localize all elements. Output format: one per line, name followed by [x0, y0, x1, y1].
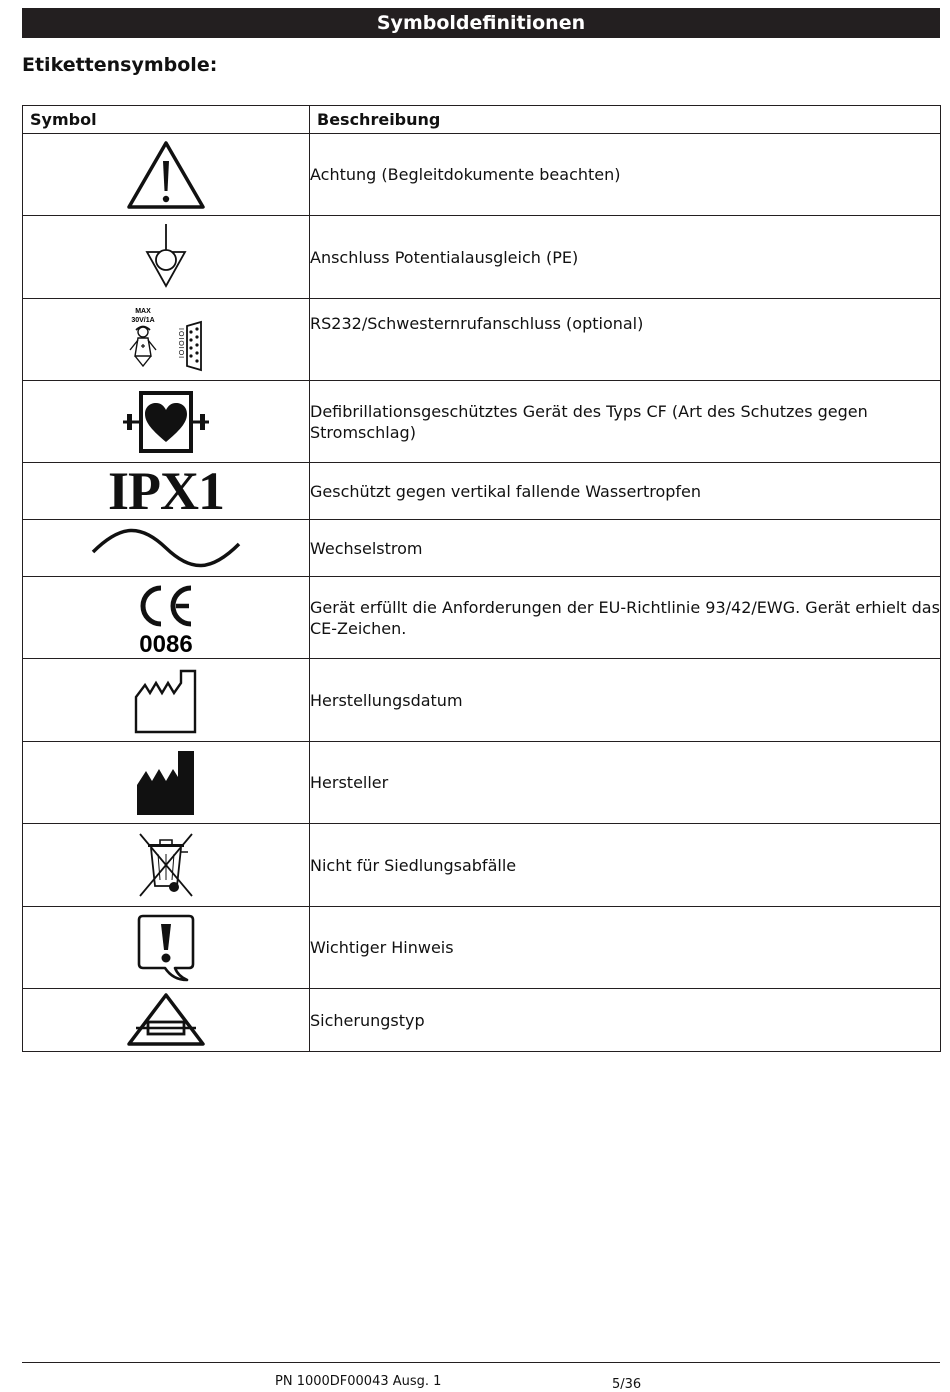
important-note-icon	[135, 912, 197, 984]
description-cell: RS232/Schwesternrufanschluss (optional)	[310, 299, 941, 381]
date-of-manufacture-icon	[133, 665, 199, 735]
description-cell: Sicherungstyp	[310, 989, 941, 1052]
table-row	[23, 577, 941, 659]
footer-part-number: PN 1000DF00043 Ausg. 1	[275, 1374, 442, 1389]
manufacturer-icon	[135, 749, 197, 817]
table-row	[23, 134, 941, 216]
ipx1-icon: IPX1	[108, 461, 224, 521]
description-cell: Wichtiger Hinweis	[310, 907, 941, 989]
table-row	[23, 907, 941, 989]
description-cell: Hersteller	[310, 742, 941, 824]
symbol-cell	[23, 824, 310, 907]
footer-page-number: 5/36	[612, 1377, 642, 1392]
description-cell: Achtung (Begleitdokumente beachten)	[310, 134, 941, 216]
table-row	[23, 989, 941, 1052]
description-cell: Gerät erfüllt die Anforderungen der EU-Richtlinie 93/42/EWG. Gerät erhielt das CE-Zeichen.	[310, 577, 941, 659]
symbol-cell	[23, 216, 310, 299]
rating-label: 30V/1A	[131, 316, 155, 324]
description-cell: Nicht für Siedlungsabfälle	[310, 824, 941, 907]
table-row	[23, 659, 941, 742]
alternating-current-icon	[91, 528, 241, 568]
description-cell: Anschluss Potentialausgleich (PE)	[310, 216, 941, 299]
equipotential-icon	[141, 222, 191, 292]
nurse-call-rs232-icon	[121, 304, 211, 376]
ce-mark-icon	[131, 580, 201, 656]
warning-triangle-icon	[125, 139, 207, 211]
table-row	[23, 299, 941, 381]
description-cell: Geschützt gegen vertikal fallende Wassertropfen	[310, 463, 941, 520]
defibrillation-proof-cf-icon	[121, 390, 211, 454]
table-row	[23, 216, 941, 299]
description-cell: Defibrillationsgeschütztes Gerät des Typs CF (Art des Schutzes gegen Stromschlag)	[310, 381, 941, 463]
description-cell: Wechselstrom	[310, 520, 941, 577]
bits-label: IOIOIOI	[177, 327, 184, 359]
symbol-cell	[23, 989, 310, 1052]
table-row	[23, 520, 941, 577]
column-header-description: Beschreibung	[310, 106, 941, 134]
symbol-cell	[23, 742, 310, 824]
symbol-cell	[23, 299, 310, 381]
symbol-table	[22, 105, 941, 1052]
column-header-symbol: Symbol	[23, 106, 310, 134]
notified-body-number: 0086	[139, 630, 193, 656]
max-label: MAX	[135, 307, 151, 315]
footer-divider	[22, 1362, 940, 1363]
table-row	[23, 742, 941, 824]
description-cell: Herstellungsdatum	[310, 659, 941, 742]
symbol-cell	[23, 907, 310, 989]
symbol-cell	[23, 134, 310, 216]
fuse-type-icon	[126, 992, 206, 1048]
symbol-cell	[23, 381, 310, 463]
section-heading: Etikettensymbole:	[22, 54, 218, 76]
table-row	[23, 463, 941, 520]
symbol-cell	[23, 659, 310, 742]
symbol-cell	[23, 463, 310, 520]
weee-crossed-bin-icon	[136, 830, 196, 900]
symbol-cell	[23, 520, 310, 577]
symbol-cell	[23, 577, 310, 659]
table-row	[23, 824, 941, 907]
table-row	[23, 381, 941, 463]
table-header-row	[23, 106, 941, 134]
page-title: Symboldefinitionen	[22, 8, 940, 38]
